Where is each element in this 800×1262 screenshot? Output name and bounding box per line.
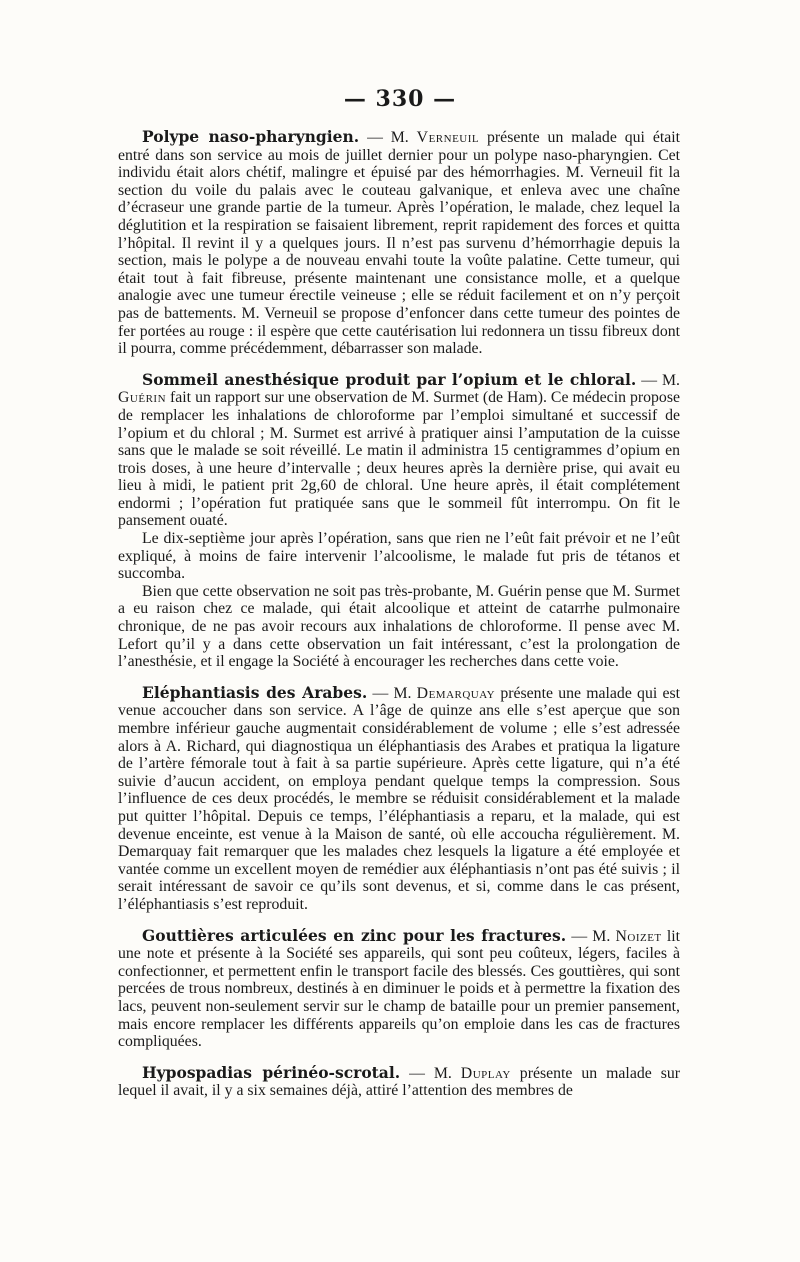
paragraph: Bien que cette observation ne soit pas très-probante, M. Guérin pense que M. Surmet a eu raison chez ce malade, qui était alcoolique et atteint de catarrhe pulmonaire chronique, de ne pas avoir recours aux inhalations de chloroforme. Il pense avec M. Lefort qu’il y a dans cette observation un fait intéressant, c’est la prolongation de l’anesthésie, et il engage la Société à encourager les recherches dans cette voie.	[118, 582, 680, 671]
paragraph	[118, 128, 680, 358]
paragraph-text: présente un malade qui était entré dans son service au mois de juillet dernier pour un polype naso-pharyngien. Cet individu était alors chétif, malingre et épuisé par des hémorrhagies. M. Verneuil fit la section du voile du palais avec le couteau galvanique, et enleva avec une chaîne d’écraseur une grande partie de la tumeur. Après l’opération, le malade, chez lequel la déglutition et la respiration se faisaient librement, reprit rapidement des forces et quitta l’hôpital. Il revint il y a quelques jours. Il n’est pas survenu d’hémorrhagie depuis la section, mais le polype a de nouveau envahi toute la voûte palatine. Cette tumeur, qui était tout à fait fibreuse, présente maintenant une consistance molle, et a quelque analogie avec une tumeur érectile veineuse ; elle se réduit facilement et on n’y perçoit pas de battements. M. Verneuil se propose d’enfoncer dans cette tumeur des pointes de fer portées au rouge : il espère que cette cautérisation lui redonnera un tissu fibreux dont il pourra, comme précédemment, débarrasser son malade.	[118, 129, 681, 358]
paragraph-text: lit une note et présente à la Société ses appareils, qui sont peu coûteux, légers, faciles à confectionner, et permettent enfin le transport facile des blessés. Ces gouttières, qui sont percées de trous nombreux, destinés à en diminuer le poids et à permettre la fixation des lacs, peuvent non-seulement servir sur le champ de bataille pour un premier pansement, mais encore remplacer les différents appareils qu’on emploie dans les cas de fractures compliquées.	[118, 927, 680, 1051]
section-heading: Polype naso-pharyngien.	[142, 127, 360, 146]
paragraph	[118, 684, 680, 914]
author-name: Duplay	[460, 1064, 511, 1082]
section-polype	[118, 128, 680, 358]
paragraph-text: présente une malade qui est venue accoucher dans son service. A l’âge de quinze ans elle s’est aperçue que son membre inférieur gauche augmentait considérablement de volume ; elle s’est adressée alors à A. Richard, qui diagnostiqua un éléphantiasis des Arabes et pratiqua la ligature de l’artère fémorale tout à fait à sa partie supérieure. Après cette ligature, qui n’a été suivie d’aucun accident, on employa pendant quelque temps la compression. Sous l’influence de ces deux procédés, le membre se réduisit considérablement et la malade put quitter l’hôpital. Depuis ce temps, l’éléphantiasis a reparu, et la malade, qui est devenue enceinte, est venue à la Maison de santé, où elle accoucha régulièrement. M. Demarquay fait remarquer que les malades chez lesquels la ligature a été employée et vantée comme un excellent moyen de remédier aux éléphantiasis n’ont pas été suivis ; il serait intéressant de savoir ce qu’ils sont devenus, et si, comme dans le cas présent, l’éléphantiasis s’est reproduit.	[118, 684, 680, 913]
heading-dash: — M.	[400, 1064, 461, 1082]
paragraph: Le dix-septième jour après l’opération, sans que rien ne l’eût fait prévoir et ne l’eût expliqué, à moins de faire intervenir l’alcoolisme, le malade fut pris de tétanos et succomba.	[118, 530, 680, 583]
section-heading: Gouttières articulées en zinc pour les fractures.	[142, 925, 567, 945]
paragraph	[118, 927, 680, 1051]
section-gouttieres	[118, 927, 680, 1051]
heading-dash: — M.	[359, 129, 417, 146]
paragraph-text: fait un rapport sur une observation de M. Surmet (de Ham). Ce médecin propose de remplacer les inhalations de chloroforme par l’emploi simultané et successif de l’opium et du chloral ; M. Surmet est arrivé à pratiquer ainsi l’amputation de la cuisse sans que le malade se soit réveillé. Le matin il administra 15 centigrammes d’opium en trois doses, à une heure d’intervalle ; deux heures après la dernière prise, qui avait eu lieu à midi, le patient prit 2g,60 de chloral. Une heure après, il était complétement endormi ; l’opération fut pratiquée sans que le sommeil fût interrompu. On fit le pansement ouaté.	[118, 389, 680, 530]
author-name: Guérin	[118, 389, 167, 407]
section-heading: Eléphantiasis des Arabes.	[142, 682, 368, 702]
heading-dash: — M.	[636, 371, 680, 389]
section-hypospadias	[118, 1064, 680, 1100]
heading-dash: — M.	[566, 927, 616, 945]
paragraph	[118, 1064, 680, 1100]
paragraph	[118, 371, 680, 530]
author-name: Verneuil	[416, 129, 480, 146]
author-name: Demarquay	[416, 684, 496, 702]
page-body	[118, 128, 680, 1100]
author-name: Noizet	[615, 927, 662, 945]
heading-dash: — M.	[367, 684, 417, 702]
paragraph-text: présente un malade sur lequel il avait, il y a six semaines déjà, attiré l’attention des membres de	[118, 1064, 680, 1100]
section-elephantiasis	[118, 684, 680, 914]
section-sommeil	[118, 371, 680, 671]
section-heading: Hypospadias périnéo-scrotal.	[142, 1062, 401, 1082]
page-number: — 330 —	[343, 86, 457, 112]
section-heading: Sommeil anesthésique produit par l’opium et le chloral.	[142, 369, 637, 389]
